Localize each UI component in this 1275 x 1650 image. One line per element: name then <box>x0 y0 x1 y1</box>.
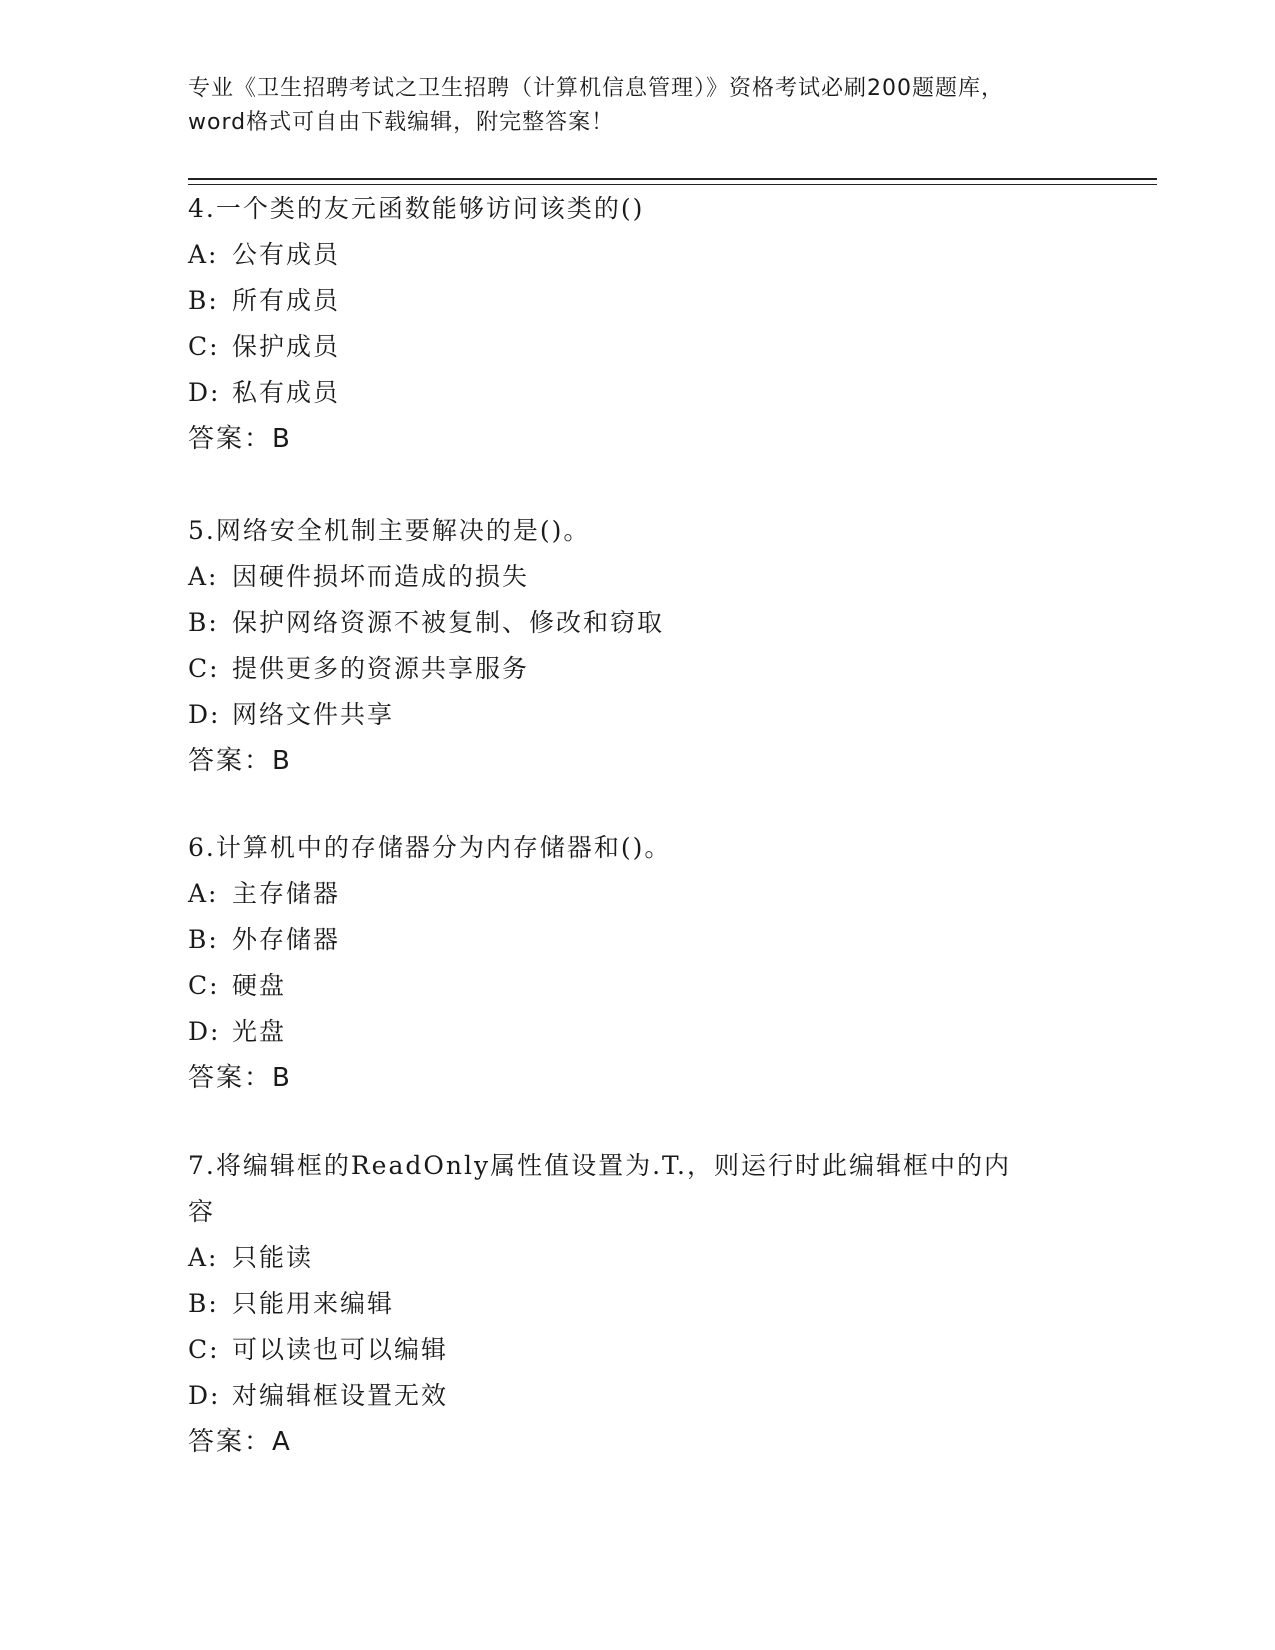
option-text: 提供更多的资源共享服务 <box>232 654 530 683</box>
option-letter: A: <box>188 879 219 908</box>
header-line-2: word格式可自由下载编辑，附完整答案！ <box>188 110 615 135</box>
answer-label: 答案：A <box>188 1427 292 1457</box>
question-7 <box>188 1143 1088 1465</box>
option-d <box>188 370 1088 416</box>
option-text: 只能读 <box>232 1243 314 1272</box>
question-stem: 6.计算机中的存储器分为内存储器和()。 <box>188 833 672 862</box>
option-text: 保护成员 <box>232 332 341 361</box>
option-b <box>188 600 1088 646</box>
option-letter: B: <box>188 925 219 954</box>
option-b <box>188 1281 1088 1327</box>
option-letter: A: <box>188 240 219 269</box>
option-letter: C: <box>188 1335 220 1364</box>
option-text: 保护网络资源不被复制、修改和窃取 <box>232 608 665 637</box>
option-text: 外存储器 <box>232 925 341 954</box>
option-text: 网络文件共享 <box>232 700 395 729</box>
option-letter: C: <box>188 332 220 361</box>
option-text: 公有成员 <box>232 240 341 269</box>
option-letter: A: <box>188 1243 219 1272</box>
option-text: 只能用来编辑 <box>232 1289 395 1318</box>
option-letter: D: <box>188 1381 221 1410</box>
option-a <box>188 554 1088 600</box>
option-b <box>188 917 1088 963</box>
option-a <box>188 232 1088 278</box>
question-stem: 5.网络安全机制主要解决的是()。 <box>188 516 591 545</box>
option-c <box>188 1327 1088 1373</box>
option-text: 可以读也可以编辑 <box>232 1335 449 1364</box>
option-letter: C: <box>188 654 220 683</box>
option-d <box>188 1009 1088 1055</box>
header-divider-thin <box>188 184 1157 185</box>
option-letter: D: <box>188 1017 221 1046</box>
option-text: 所有成员 <box>232 286 341 315</box>
option-c <box>188 963 1088 1009</box>
question-6 <box>188 825 1088 1101</box>
option-c <box>188 646 1088 692</box>
option-a <box>188 871 1088 917</box>
option-b <box>188 278 1088 324</box>
option-text: 对编辑框设置无效 <box>232 1381 449 1410</box>
question-stem-line-1: 7.将编辑框的ReadOnly属性值设置为.T.，则运行时此编辑框中的内 <box>188 1151 1011 1180</box>
option-d <box>188 1373 1088 1419</box>
option-letter: B: <box>188 1289 219 1318</box>
option-letter: D: <box>188 700 221 729</box>
header-divider-thick <box>188 178 1157 180</box>
option-letter: C: <box>188 971 220 1000</box>
option-letter: B: <box>188 608 219 637</box>
option-a <box>188 1235 1088 1281</box>
answer-label: 答案：B <box>188 1063 292 1093</box>
option-text: 主存储器 <box>232 879 341 908</box>
document-header <box>188 72 1088 140</box>
option-d <box>188 692 1088 738</box>
answer-label: 答案：B <box>188 746 292 776</box>
option-letter: A: <box>188 562 219 591</box>
option-letter: D: <box>188 378 221 407</box>
option-text: 私有成员 <box>232 378 341 407</box>
option-c <box>188 324 1088 370</box>
option-letter: B: <box>188 286 219 315</box>
question-stem: 4.一个类的友元函数能够访问该类的() <box>188 194 645 223</box>
header-line-1: 专业《卫生招聘考试之卫生招聘（计算机信息管理）》资格考试必刷200题题库， <box>188 76 1004 101</box>
question-4 <box>188 186 1088 462</box>
question-stem-line-2: 容 <box>188 1197 216 1226</box>
option-text: 光盘 <box>232 1017 287 1046</box>
answer-label: 答案：B <box>188 424 292 454</box>
option-text: 硬盘 <box>232 971 287 1000</box>
question-5 <box>188 508 1088 784</box>
option-text: 因硬件损坏而造成的损失 <box>232 562 530 591</box>
